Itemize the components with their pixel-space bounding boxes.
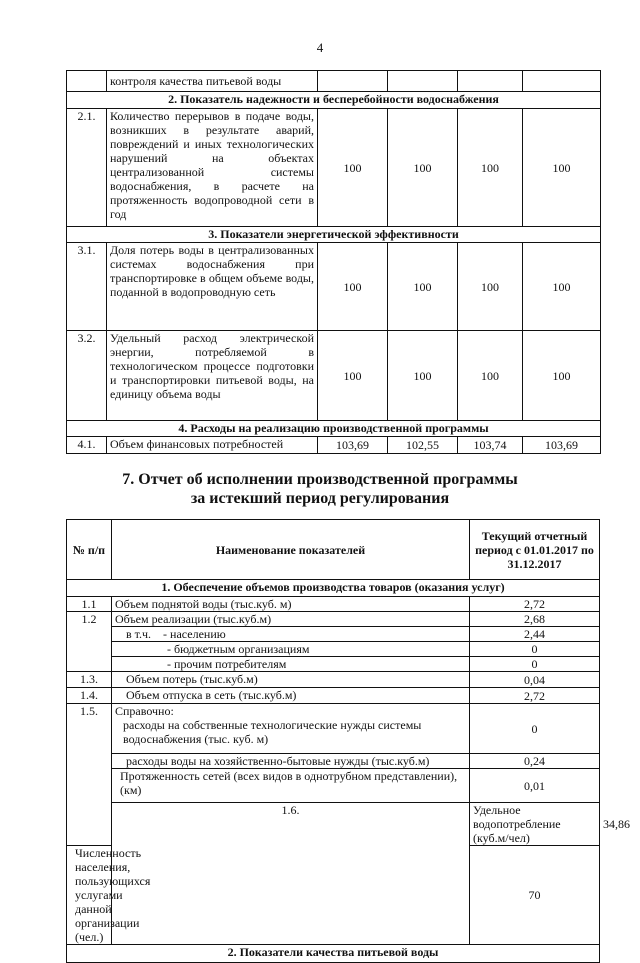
row-label: Объем отпуска в сеть (тыс.куб.м) xyxy=(112,688,470,704)
value-cell: 2,72 xyxy=(470,688,600,704)
value-cell: 0,24 xyxy=(470,754,600,769)
page-number: 4 xyxy=(316,40,324,55)
row-label: Доля потерь воды в централизованных системах водоснабжения при транспортировке в общем объеме воды, поданной в водопроводную сеть xyxy=(107,243,318,331)
section-row xyxy=(67,580,600,597)
value-cell: 0 xyxy=(470,704,600,754)
row-number: 2.1. xyxy=(67,109,107,227)
row-label: Объем финансовых потребностей xyxy=(107,437,318,454)
value-cell: 103,69 xyxy=(318,437,388,454)
value-cell: 100 xyxy=(458,331,523,421)
row-label: Численность населения, пользующихся услугами данной организации (чел.) xyxy=(67,846,112,945)
section-title: 2. Показатели качества питьевой воды xyxy=(67,945,600,963)
table-row xyxy=(67,437,601,454)
section-row xyxy=(67,945,600,963)
row-label: Удельное водопотребление (куб.м/чел) xyxy=(470,803,600,846)
section-title: 2. Показатель надежности и бесперебойности водоснабжения xyxy=(67,92,601,109)
row-label: Протяженность сетей (всех видов в однотрубном представлении), (км) xyxy=(112,769,470,803)
value-cell: 100 xyxy=(388,243,458,331)
row-number: 1.6. xyxy=(112,803,470,945)
row-number: 1.1 xyxy=(67,597,112,612)
report-table xyxy=(66,519,630,963)
value-cell: 100 xyxy=(388,331,458,421)
section-row xyxy=(67,421,601,437)
row-number: 3.1. xyxy=(67,243,107,331)
value-cell: 103,74 xyxy=(458,437,523,454)
value-cell: 0 xyxy=(470,642,600,657)
value-cell: 100 xyxy=(458,243,523,331)
value-cell: 100 xyxy=(318,331,388,421)
value-cell: 2,44 xyxy=(470,627,600,642)
table-row xyxy=(67,769,600,803)
table-row xyxy=(67,597,600,612)
table-row xyxy=(67,627,600,642)
table-row xyxy=(67,688,600,704)
report-heading xyxy=(0,470,640,508)
heading-line-1: 7. Отчет об исполнении производственной программы xyxy=(122,471,518,488)
row-label: - прочим потребителям xyxy=(112,657,470,672)
row-label: Количество перерывов в подаче воды, возникших в результате аварий, повреждений и иных технологических нарушений на объектах централизованной системы водоснабжения, в расчете на протяженность водопроводной сети в год xyxy=(107,109,318,227)
value-cell: 103,69 xyxy=(523,437,601,454)
value-cell: 100 xyxy=(523,331,601,421)
row-label: расходы воды на хозяйственно-бытовые нужды (тыс.куб.м) xyxy=(112,754,470,769)
table-row xyxy=(67,109,601,227)
table-row xyxy=(67,672,600,688)
section-row xyxy=(67,92,601,109)
header-row xyxy=(67,520,600,580)
row-number: 1.3. xyxy=(67,672,112,688)
value-cell: 102,55 xyxy=(388,437,458,454)
table-row xyxy=(67,331,601,421)
row-label xyxy=(112,704,470,754)
table-row xyxy=(67,642,600,657)
value-cell: 0 xyxy=(470,657,600,672)
row-number: 1.2 xyxy=(67,612,112,672)
section-title: 1. Обеспечение объемов производства товаров (оказания услуг) xyxy=(67,580,600,597)
value-cell: 100 xyxy=(458,109,523,227)
row-sublabel: расходы на собственные технологические нужды системы водоснабжения (тыс. куб. м) xyxy=(123,718,422,746)
table-row xyxy=(67,612,600,627)
table-row: 1.6. Удельное водопотребление (куб.м/чел) 34,86 xyxy=(67,803,600,846)
row-label: Объем поднятой воды (тыс.куб. м) xyxy=(112,597,470,612)
section-title: 3. Показатели энергетической эффективности xyxy=(67,227,601,243)
heading-line-2: за истекший период регулирования xyxy=(190,490,450,507)
value-cell: 100 xyxy=(388,109,458,227)
table-row xyxy=(67,754,600,769)
value-cell: 100 xyxy=(523,243,601,331)
column-header-number: № п/п xyxy=(67,520,112,580)
column-header-period: Текущий отчетный период с 01.01.2017 по 31.12.2017 xyxy=(470,520,600,580)
value-cell: 100 xyxy=(318,243,388,331)
row-label: Объем реализации (тыс.куб.м) xyxy=(112,612,470,627)
row-label: контроля качества питьевой воды xyxy=(107,71,318,92)
value-cell: 0,01 xyxy=(470,769,600,803)
value-cell: 0,04 xyxy=(470,672,600,688)
value-cell: 2,72 xyxy=(470,597,600,612)
indicators-table xyxy=(66,70,601,454)
row-number: 3.2. xyxy=(67,331,107,421)
table-row xyxy=(67,243,601,331)
row-label: Объем потерь (тыс.куб.м) xyxy=(112,672,470,688)
section-row xyxy=(67,227,601,243)
row-label: в т.ч. - населению xyxy=(112,627,470,642)
value-cell: 2,68 xyxy=(470,612,600,627)
row-number: 1.5. xyxy=(67,704,112,846)
table-row xyxy=(67,71,601,92)
column-header-name: Наименование показателей xyxy=(112,520,470,580)
table-row xyxy=(67,704,600,754)
table-row xyxy=(67,657,600,672)
row-number: 4.1. xyxy=(67,437,107,454)
row-label: Удельный расход электрической энергии, потребляемой в технологическом процессе подготовки и транспортировки питьевой воды, на единицу объема воды xyxy=(107,331,318,421)
section-title: 4. Расходы на реализацию производственной программы xyxy=(67,421,601,437)
row-label: - бюджетным организациям xyxy=(112,642,470,657)
row-number: 1.4. xyxy=(67,688,112,704)
value-cell: 70 xyxy=(470,846,600,945)
note-label: Справочно: xyxy=(115,704,174,718)
value-cell: 100 xyxy=(318,109,388,227)
value-cell: 100 xyxy=(523,109,601,227)
